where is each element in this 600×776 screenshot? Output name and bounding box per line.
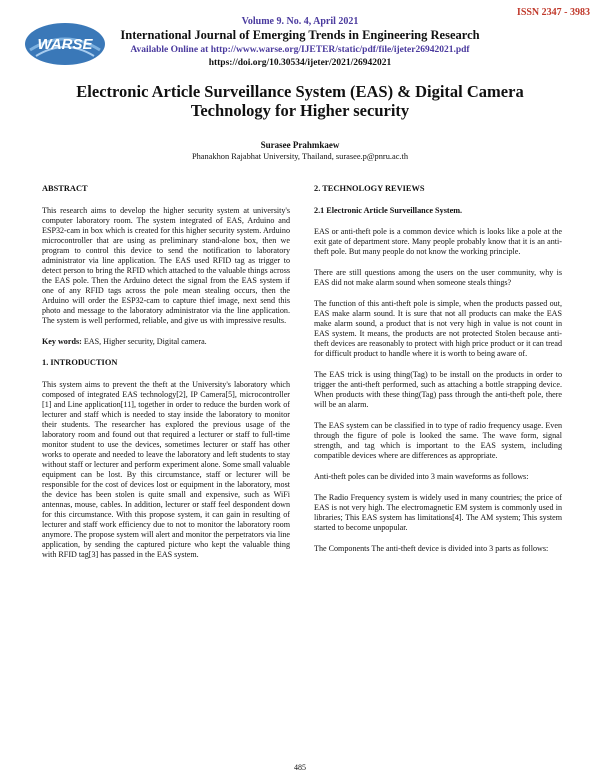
right-column xyxy=(314,184,562,565)
paper-title: Electronic Article Surveillance System (EAS) & Digital Camera Technology for Higher security xyxy=(76,82,524,120)
paragraph: EAS or anti-theft pole is a common device which is looks like a pole at the exit gate of department store. Many people probably know that it is an anti-theft pole. But many people do not know the working principle. xyxy=(314,227,562,256)
paragraph: There are still questions among the users on the user community, why is EAS did not make alarm sound when someone steals things? xyxy=(314,268,562,287)
issn-label: ISSN 2347 - 3983 xyxy=(516,7,590,18)
introduction-text: This system aims to prevent the theft at the University's laboratory which composed of integrated EAS technology[2], IP Camera[5], microcontroller [1] and Line application[11], together in order to reduce the burden work of lecturer and staff which is needed to stay inside the laboratory to monitor their students. The researcher has explored the previous usage of the laboratory room and found out that required a lecturer or staff to full-time monitor student to use the devices, sometimes lecturer or staff has other works to operate and needed to leave the laboratory and left students to stay without staff or lecturer and perform experiment alone. Some small valuable equipment can be lost. By this circumstance, staff or lecturer will be responsible for the cost of devices lost or equipment in the laboratory, most the device has been stolen is quite small and expensive, such as WiFi antennas, mouse, cables. In addition, lecturer or staff feel despondent down for this circumstance. With this propose system, it can gain in resulting of lecturer and staff work efficiency due to not to monitor the laboratory room anymore. The propose system will alert and monitor the perpetrators via line application, by sending the captured picture who kept the valuable thing with RFID tag[3] has passed in the EAS system. xyxy=(42,380,290,559)
left-column xyxy=(42,184,290,571)
paragraph: Anti-theft poles can be divided into 3 main waveforms as follows: xyxy=(314,472,529,481)
doi-link[interactable]: https://doi.org/10.30534/ijeter/2021/26942021 xyxy=(208,58,392,68)
paragraph: The Radio Frequency system is widely used in many countries; the price of EAS is not very high. The electromagnetic EM system is commonly used in libraries; This EAS system has limitations[4]. The AM system; This system started to become unpopular. xyxy=(314,493,562,532)
available-online-link[interactable]: Available Online at http://www.warse.org/IJETER/static/pdf/file/ijeter26942021.pdf xyxy=(130,45,470,55)
abstract-text: This research aims to develop the higher security system at university's computer laboratory room. The system integrated of EAS, Arduino and ESP32-cam in box which is created for this higher security system. Arduino microcontroller that are using as preliminary stand-alone box, then we program to control this device to send the notification to laboratory administrator via line application. The EAS used RFID tag as trigger to detect person to bring the RFID which attached to the valuable things across the EAS pole. Then the Arduino detect the signal from the EAS system if one of any RFID tags across the pole mean stealing occurs, then the Arduino will order the ESP32-cam to capture thief image, next send this photo and message to the laboratory administrator via the line application. The system is well performed, reliable, and give us with impressive results. xyxy=(42,206,290,325)
keywords-text: EAS, Higher security, Digital camera. xyxy=(83,337,207,346)
technology-reviews-heading: 2. TECHNOLOGY REVIEWS xyxy=(314,184,425,193)
author-affiliation: Phanakhon Rajabhat University, Thailand, surasee.p@pnru.ac.th xyxy=(191,152,409,161)
author-name: Surasee Prahmkaew xyxy=(260,140,340,150)
keywords xyxy=(42,337,290,347)
paragraph: The EAS system can be classified in to type of radio frequency usage. Even through the figure of pole is looked the same. The wave form, signal strength, and tag which is important to the EAS system, including compatible devices where are differences as appropriate. xyxy=(314,421,562,460)
page-number: 485 xyxy=(294,763,306,772)
paragraph: The EAS trick is using thing(Tag) to be install on the products in order to trigger the anti-theft performed, such as attaching a bottle strapping device. When products with these thing(Tag) pass through the anti-theft pole, there will be an alarm. xyxy=(314,370,562,409)
abstract-heading: ABSTRACT xyxy=(42,184,88,193)
svg-text:WARSE: WARSE xyxy=(37,36,93,53)
paragraph: The Components The anti-theft device is divided into 3 parts as follows: xyxy=(314,544,549,553)
paragraph: The function of this anti-theft pole is simple, when the products passed out, EAS make alarm sound. It is sure that not all products can make the EAS make alarm sound, a product that is not very high in value is not count in EAS system. It means, the products are not protected Stolen because anti-theft devices are reasonably to protect with high price product or it can tread for difficult product to handle where it is worth to being aware of. xyxy=(314,299,562,358)
keywords-label: Key words: xyxy=(42,337,82,346)
volume-info: Volume 9. No. 4, April 2021 xyxy=(241,16,359,27)
eas-subheading: 2.1 Electronic Article Surveillance System. xyxy=(314,206,463,215)
introduction-heading: 1. INTRODUCTION xyxy=(42,358,118,367)
journal-name: International Journal of Emerging Trends in Engineering Research xyxy=(120,28,480,42)
